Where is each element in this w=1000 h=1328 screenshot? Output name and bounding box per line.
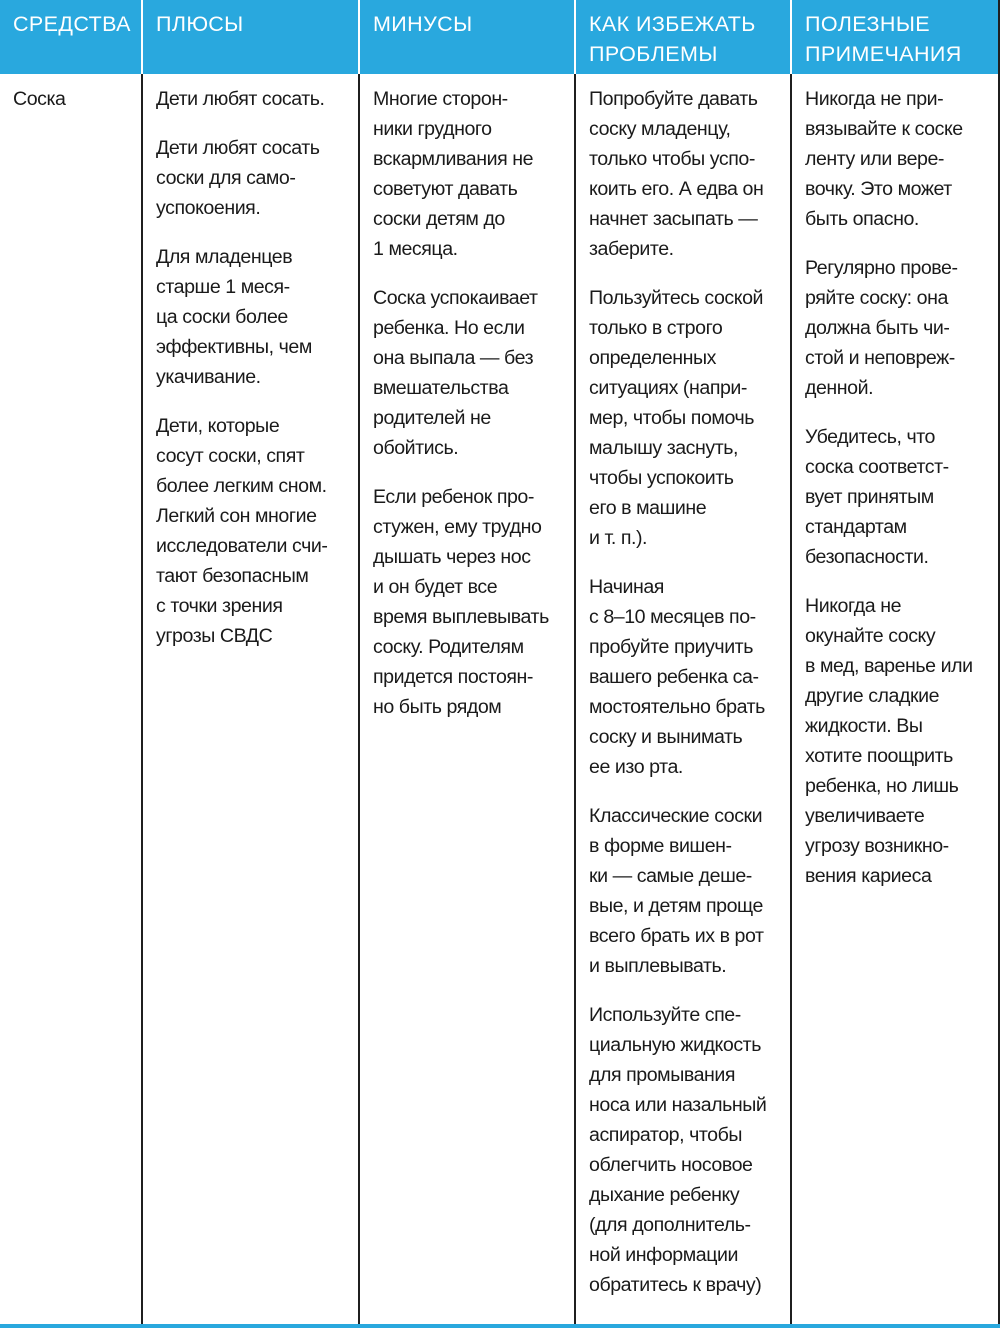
header-divider <box>358 0 360 74</box>
notes-paragraph: Регулярно прове- ряйте соску: она должна быть чи- стой и неповреж- денной. <box>805 257 958 399</box>
header-divider <box>141 0 143 74</box>
cons-paragraph: Соска успокаивает ребенка. Но если она выпала — без вмешательства родителей не обойтись. <box>373 287 538 459</box>
notes-paragraph: Никогда не при- вязывайте к соске ленту или вере- вочку. Это может быть опасно. <box>805 88 963 230</box>
header-remedies: СРЕДСТВА <box>13 12 131 36</box>
header-useful-notes: ПОЛЕЗНЫЕ ПРИМЕЧАНИЯ <box>805 12 962 66</box>
avoid-paragraph: Пользуйтесь соской только в строго определенных ситуациях (напри- мер, чтобы помочь малышу заснуть, чтобы успокоить его в машине и т. п.). <box>589 287 764 549</box>
pros-paragraph: Для младенцев старше 1 меся- ца соски более эффективны, чем укачивание. <box>156 246 312 388</box>
header-pros: ПЛЮСЫ <box>156 12 244 36</box>
header-divider <box>790 0 792 74</box>
notes-paragraph: Убедитесь, что соска соответст- вует принятым стандартам безопасности. <box>805 426 949 568</box>
header-divider <box>574 0 576 74</box>
pros-paragraph: Дети, которые сосут соски, спят более легким сном. Легкий сон многие исследователи счи- тают безопасным с точки зрения угрозы СВДС <box>156 415 328 647</box>
remedy-cell <box>0 74 141 1324</box>
remedy-name: Соска <box>13 88 66 110</box>
cons-cell <box>360 74 574 1324</box>
notes-cell <box>792 74 1000 1324</box>
pros-paragraph: Дети любят сосать. <box>156 88 325 110</box>
pros-cell <box>143 74 358 1324</box>
pros-paragraph: Дети любят сосать соски для само- успокоения. <box>156 137 320 219</box>
avoid-cell <box>576 74 790 1324</box>
header-cons: МИНУСЫ <box>373 12 473 36</box>
avoid-paragraph: Классические соски в форме вишен- ки — самые деше- вые, и детям проще всего брать их в рот и выплевывать. <box>589 805 764 977</box>
notes-paragraph: Никогда не окунайте соску в мед, варенье или другие сладкие жидкости. Вы хотите поощрить ребенка, но лишь увеличиваете угрозу возникно- вения кариеса <box>805 595 973 887</box>
avoid-paragraph: Используйте спе- циальную жидкость для промывания носа или назальный аспиратор, чтобы облегчить носовое дыхание ребенку (для дополнитель- ной информации обратитесь к врачу) <box>589 1004 767 1296</box>
cons-paragraph: Если ребенок про- стужен, ему трудно дышать через нос и он будет все время выплевывать соску. Родителям придется постоян- но быть рядом <box>373 486 549 718</box>
cons-paragraph: Многие сторон- ники грудного вскармливания не советуют давать соски детям до 1 месяца. <box>373 88 534 260</box>
header-how-to-avoid: КАК ИЗБЕЖАТЬ ПРОБЛЕМЫ <box>589 12 756 66</box>
avoid-paragraph: Попробуйте давать соску младенцу, только чтобы успо- коить его. А едва он начнет засыпать — заберите. <box>589 88 764 260</box>
table-header <box>0 0 1000 74</box>
avoid-paragraph: Начиная с 8–10 месяцев по- пробуйте приучить вашего ребенка са- мостоятельно брать соску и вынимать ее изо рта. <box>589 576 765 778</box>
